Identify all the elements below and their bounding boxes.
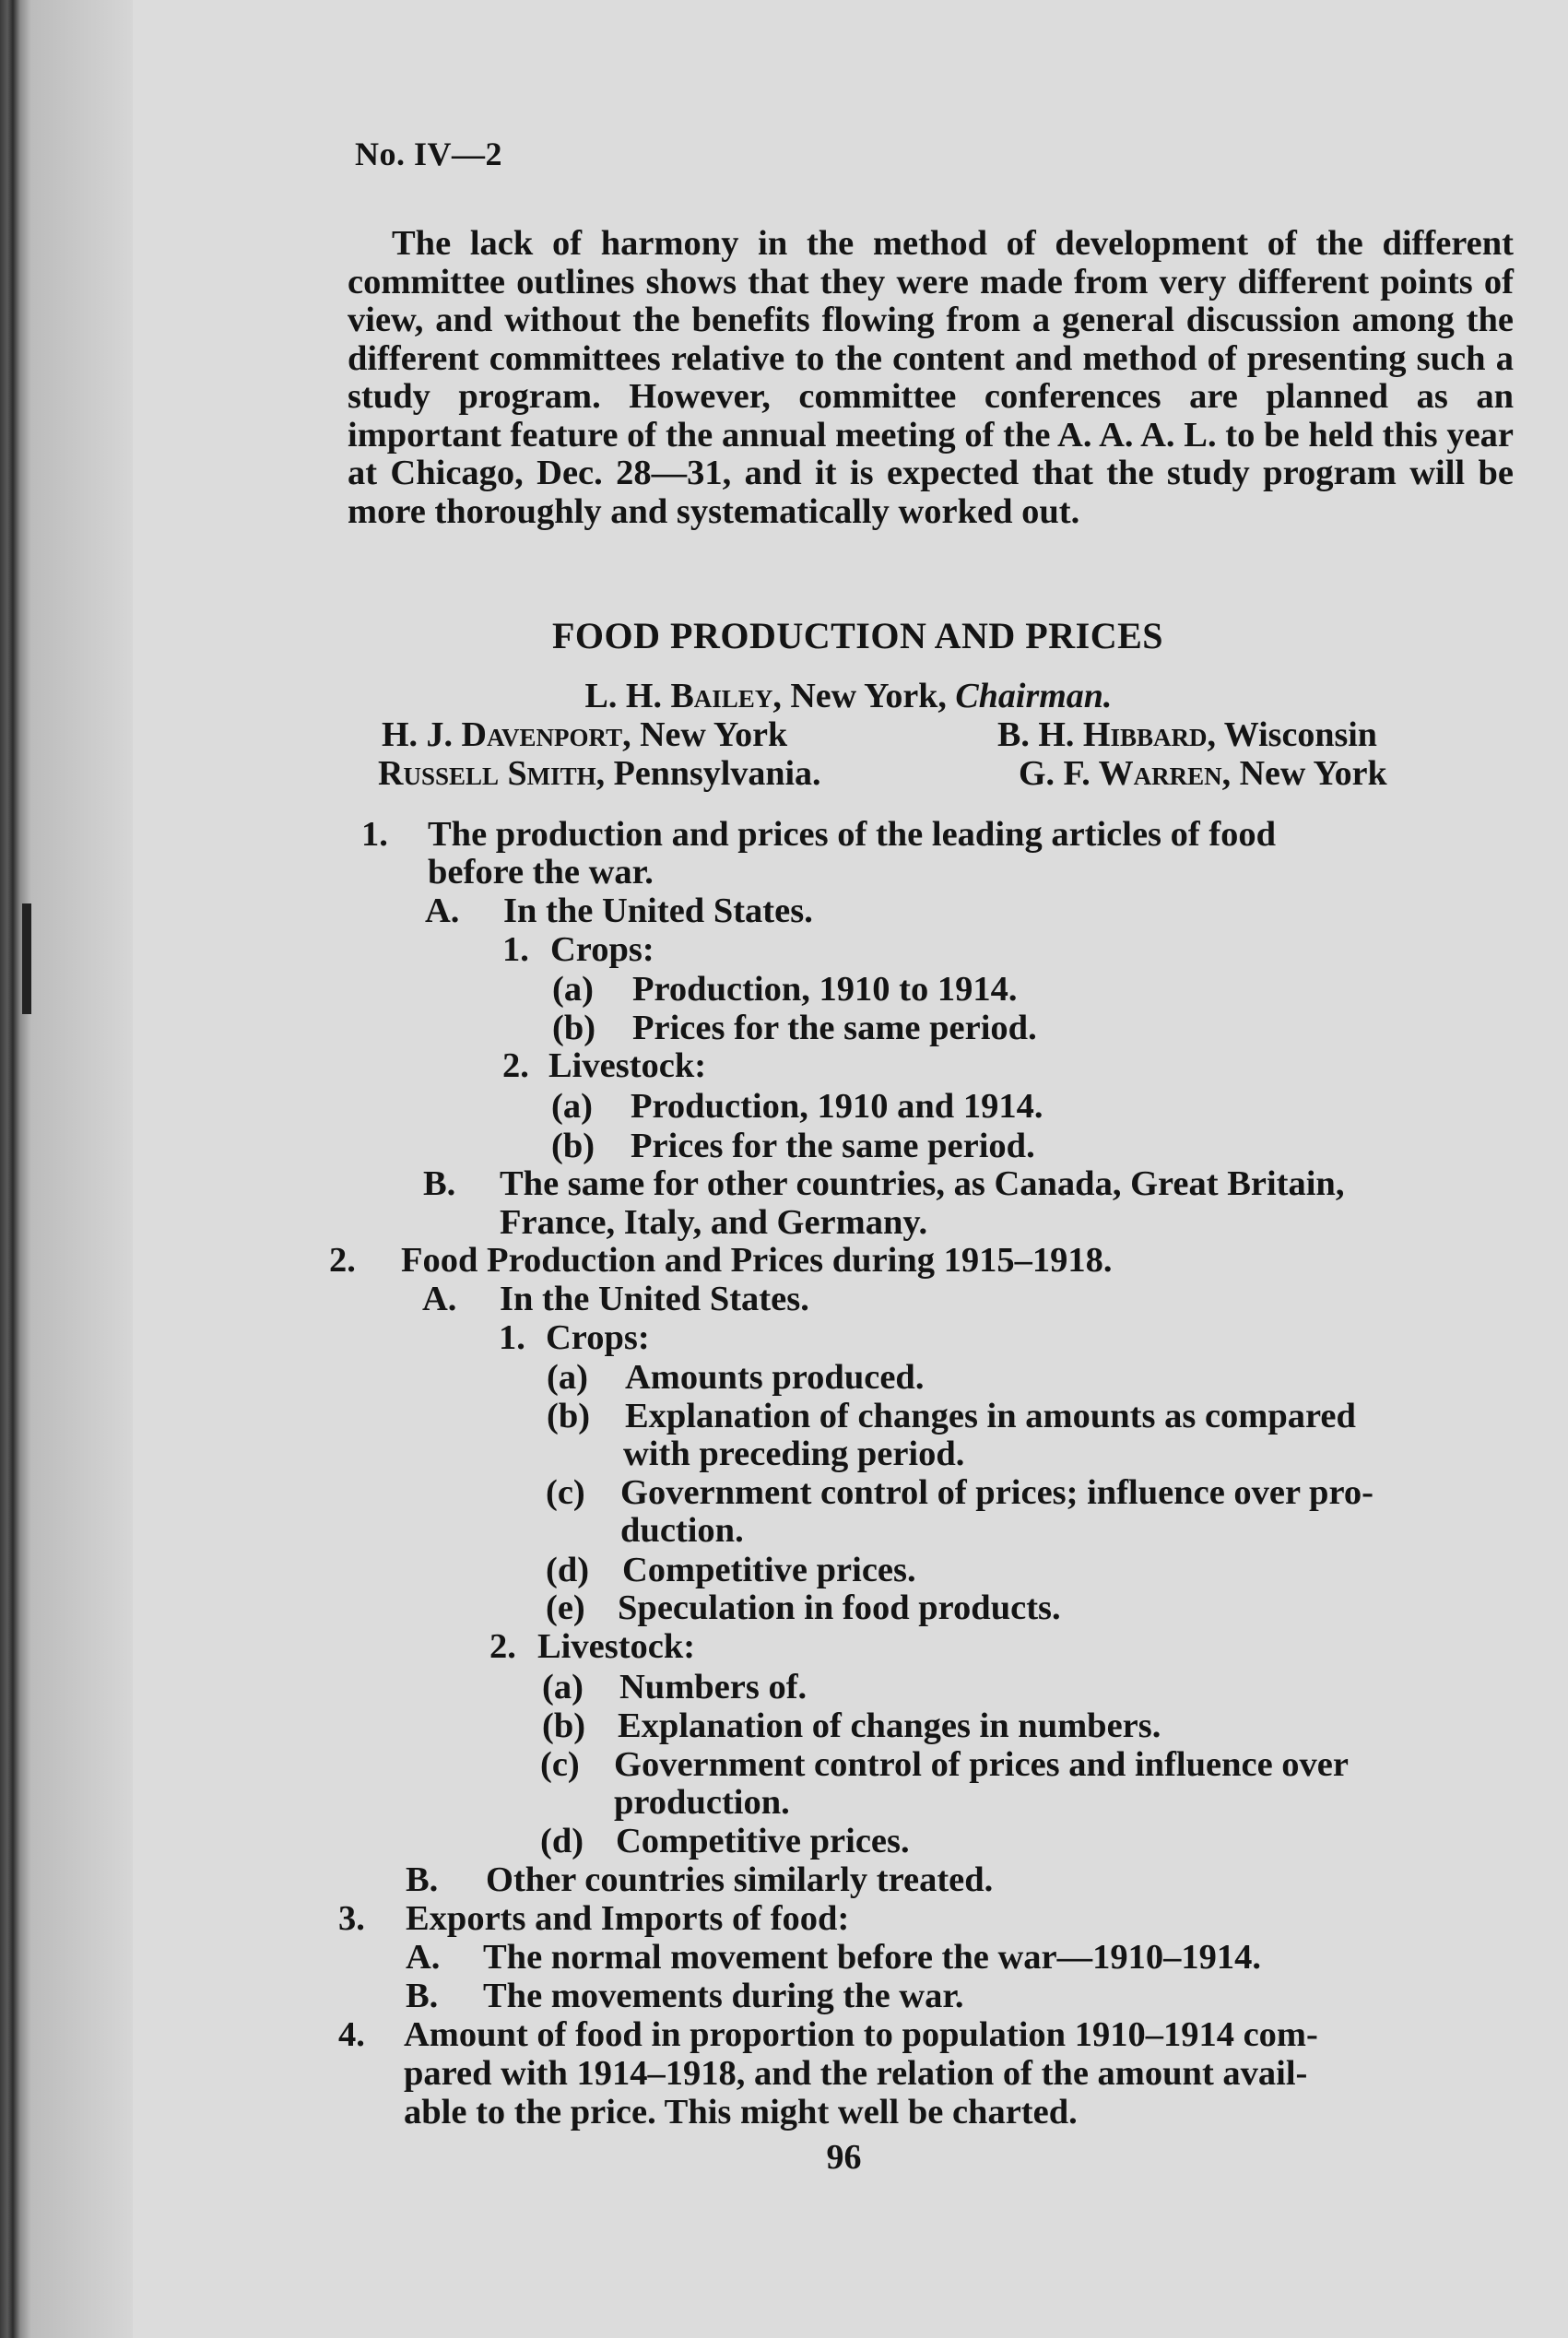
- outline-text: Production, 1910 and 1914.: [631, 1087, 1043, 1126]
- outline-marker: (b): [542, 1706, 586, 1745]
- outline-text: Speculation in food products.: [618, 1588, 1061, 1627]
- outline-text: with preceding period.: [623, 1435, 965, 1473]
- outline-marker: 2.: [329, 1241, 356, 1280]
- outline-text: Explanation of changes in amounts as compared: [625, 1397, 1356, 1435]
- outline-marker: B.: [406, 1977, 439, 2015]
- outline-text: before the war.: [428, 853, 654, 892]
- outline-marker: (b): [552, 1009, 596, 1047]
- outline-marker: (d): [540, 1822, 584, 1860]
- chairman-role: Chairman.: [955, 677, 1113, 715]
- section-title: FOOD PRODUCTION AND PRICES: [551, 615, 1164, 656]
- committee-member: [1019, 753, 1387, 794]
- outline-marker: 1.: [502, 930, 529, 969]
- outline-text: Competitive prices.: [622, 1551, 916, 1589]
- chairman-name: L. H. Bailey: [584, 677, 773, 715]
- outline-marker: 1.: [361, 815, 388, 854]
- outline-marker: (a): [547, 1358, 588, 1397]
- outline-text: Explanation of changes in numbers.: [618, 1706, 1161, 1745]
- outline-text: Exports and Imports of food:: [406, 1899, 850, 1938]
- outline-text: Crops:: [546, 1318, 650, 1357]
- outline-marker: (e): [546, 1588, 585, 1627]
- outline-text: Prices for the same period.: [631, 1127, 1035, 1165]
- outline-marker: (c): [546, 1473, 585, 1512]
- outline-text: Food Production and Prices during 1915–1918.: [401, 1241, 1113, 1280]
- outline-text: Livestock:: [548, 1046, 707, 1085]
- outline-marker: 2.: [489, 1627, 516, 1666]
- outline-marker: (a): [552, 970, 594, 1009]
- member-name: H. J. Davenport: [382, 715, 623, 754]
- outline-text: Prices for the same period.: [632, 1009, 1037, 1047]
- outline-marker: B.: [423, 1164, 456, 1203]
- page-gutter: [31, 0, 133, 2338]
- outline-marker: (b): [551, 1127, 595, 1165]
- committee-member: [378, 753, 821, 794]
- intro-paragraph: The lack of harmony in the method of development of the different committee outlines shows that they were made from very different points of view, and without the benefits flowing from a general discussion among the different committees relative to the content and method of presenting such a study program. However, committee conferences are planned as an important feature of the annual meeting of the A. A. A. L. to be held this year at Chicago, Dec. 28—31, and it is expected that the study program will be more thoroughly and systematically worked out.: [348, 224, 1514, 531]
- outline-marker: (c): [540, 1745, 580, 1784]
- outline-text: Government control of prices and influence over: [614, 1745, 1349, 1784]
- outline-text: Livestock:: [537, 1627, 696, 1666]
- committee-member: [997, 714, 1377, 755]
- outline-text: The normal movement before the war—1910–1914.: [483, 1938, 1262, 1977]
- outline-text: Other countries similarly treated.: [486, 1860, 994, 1899]
- outline-marker: (d): [546, 1551, 590, 1589]
- outline-text: duction.: [620, 1511, 744, 1550]
- outline-text: able to the price. This might well be charted.: [404, 2093, 1078, 2131]
- page-label: No. IV—2: [355, 136, 503, 172]
- outline-marker: 4.: [338, 2015, 365, 2054]
- outline-text: Numbers of.: [619, 1668, 808, 1706]
- chairman-location: , New York,: [772, 677, 956, 715]
- member-location: , Wisconsin: [1207, 715, 1377, 754]
- outline-marker: 3.: [338, 1899, 365, 1938]
- outline-marker: (a): [551, 1087, 593, 1126]
- page-number: 96: [826, 2138, 862, 2177]
- outline-text: Crops:: [550, 930, 654, 969]
- outline-marker: (a): [542, 1668, 584, 1706]
- member-name: Russell Smith: [378, 754, 596, 793]
- outline-text: The same for other countries, as Canada, Great Britain,: [500, 1164, 1345, 1203]
- outline-text: Production, 1910 to 1914.: [632, 970, 1018, 1009]
- binding-mark: [22, 903, 31, 1014]
- outline-text: pared with 1914–1918, and the relation of the amount avail-: [404, 2054, 1308, 2093]
- outline-text: In the United States.: [503, 892, 813, 930]
- outline-text: In the United States.: [500, 1280, 809, 1318]
- outline-marker: A.: [406, 1938, 441, 1977]
- outline-marker: A.: [425, 892, 460, 930]
- member-location: , New York: [622, 715, 788, 754]
- outline-text: Amount of food in proportion to population 1910–1914 com-: [404, 2015, 1318, 2054]
- outline-text: Government control of prices; influence over pro-: [620, 1473, 1373, 1512]
- member-location: , New York: [1221, 754, 1387, 793]
- committee-member: [382, 714, 787, 755]
- outline-marker: B.: [406, 1860, 439, 1899]
- member-name: G. F. Warren: [1019, 754, 1222, 793]
- outline-text: Amounts produced.: [625, 1358, 925, 1397]
- member-location: , Pennsylvania.: [595, 754, 821, 793]
- outline-text: The production and prices of the leading articles of food: [428, 815, 1277, 854]
- outline-marker: 2.: [502, 1046, 529, 1085]
- outline-marker: (b): [547, 1397, 591, 1435]
- outline-text: production.: [614, 1783, 790, 1822]
- outline-marker: 1.: [499, 1318, 525, 1357]
- book-binding-edge: [0, 0, 31, 2338]
- outline-text: The movements during the war.: [483, 1977, 964, 2015]
- outline-marker: A.: [422, 1280, 457, 1318]
- outline-text: France, Italy, and Germany.: [500, 1203, 928, 1242]
- outline-text: Competitive prices.: [616, 1822, 910, 1860]
- member-name: B. H. Hibbard: [997, 715, 1208, 754]
- committee-chairman: [0, 676, 1568, 716]
